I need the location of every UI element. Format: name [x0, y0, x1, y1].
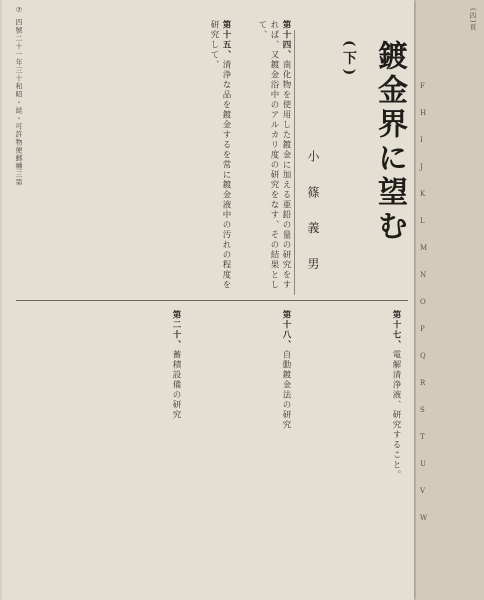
section-heading: 第二十、	[171, 310, 181, 350]
section-text: 蓄積設備の研究	[171, 350, 181, 420]
index-letter: V	[420, 487, 426, 495]
column-rule	[294, 30, 295, 295]
index-letter: M	[420, 244, 428, 252]
section-text: 電解清浄液、研究すること。	[391, 350, 401, 480]
section-block	[312, 310, 402, 590]
index-letter: T	[420, 433, 425, 441]
index-letter: U	[420, 460, 426, 468]
running-header-text: 四號二十一年三十和昭・誌・可許物便郵種三第	[15, 18, 23, 187]
section-heading: 第十八、	[281, 310, 291, 350]
article-title-suffix: (下)	[341, 40, 357, 80]
index-letter: O	[420, 298, 426, 306]
section-text: 清浄な品を鍍金するを常に鍍金液中の汚れの程度を研究して、	[209, 20, 231, 290]
section-text: 自動鍍金法の研究	[281, 350, 291, 430]
article-title-text: 鍍金界に望む	[372, 40, 407, 244]
section-heading: 第十七、	[391, 310, 401, 350]
section-block	[202, 310, 292, 590]
index-letter: F	[420, 82, 425, 90]
index-letter: L	[420, 217, 425, 225]
section-heading: 第十四、	[281, 20, 291, 60]
index-letter: P	[420, 325, 425, 333]
section-block	[242, 20, 292, 290]
section-text: 南化物を使用した鍍金に加える亜鉛の量の研究をすれば、又鍍金浴中のアルカリ度の研究をなす、その結果として、	[257, 20, 291, 290]
page-number: ⑦	[15, 6, 23, 15]
index-letter: R	[420, 379, 426, 387]
article-author: 小 篠 義 男	[306, 150, 320, 280]
index-letter: H	[420, 109, 427, 117]
main-page	[2, 0, 414, 600]
index-letter: I	[420, 136, 423, 144]
adjacent-page-header: (四)頁	[469, 8, 477, 32]
section-block	[92, 310, 182, 590]
section-block	[182, 20, 232, 290]
index-letter: Q	[420, 352, 426, 360]
index-letter: J	[420, 163, 423, 171]
article-title	[332, 40, 411, 270]
running-header	[8, 6, 24, 306]
index-letter: W	[420, 514, 428, 522]
index-letter: S	[420, 406, 425, 414]
adjacent-page-edge	[416, 0, 484, 600]
tier-divider	[16, 300, 408, 301]
index-letter: N	[420, 271, 427, 279]
section-heading: 第十五、	[221, 20, 231, 60]
index-letter: K	[420, 190, 426, 198]
